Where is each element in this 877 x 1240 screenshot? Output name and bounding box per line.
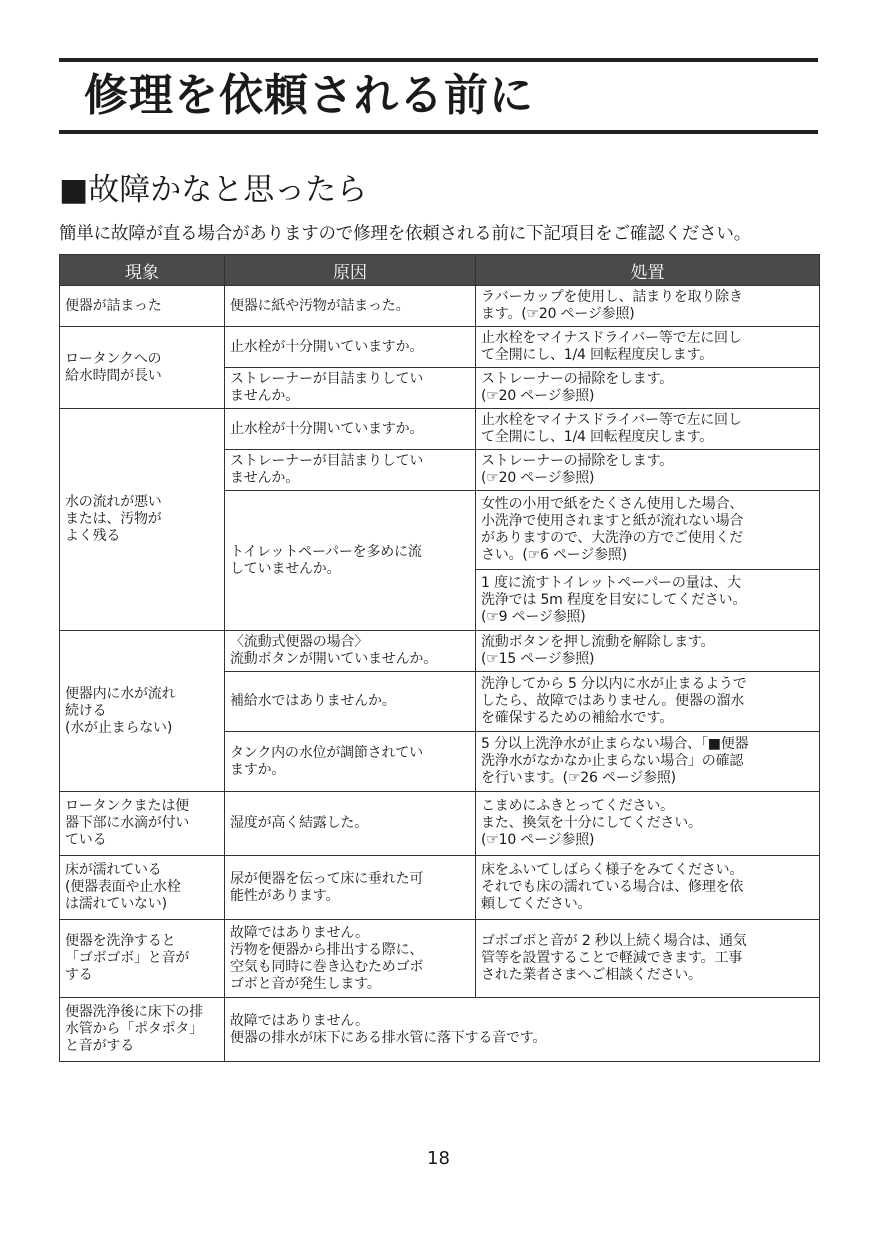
header-symptom: 現象 (60, 255, 225, 286)
cause-cell: 補給水ではありませんか。 (225, 672, 476, 732)
remedy-cell: 流動ボタンを押し流動を解除します。 (☞15 ページ参照) (476, 631, 820, 672)
cause-cell: ストレーナーが目詰まりしてい ませんか。 (225, 450, 476, 491)
cause-cell: タンク内の水位が調節されてい ますか。 (225, 732, 476, 792)
remedy-cell: 止水栓をマイナスドライバー等で左に回し て全開にし、1/4 回転程度戻します。 (476, 327, 820, 368)
remedy-cell: 洗浄してから 5 分以内に水が止まるようで したら、故障ではありません。便器の溜水 を確保するための補給水です。 (476, 672, 820, 732)
remedy-cell: こまめにふきとってください。 また、換気を十分にしてください。 (☞10 ページ参照) (476, 792, 820, 856)
symptom-cell: 床が濡れている (便器表面や止水栓 は濡れていない) (60, 856, 225, 920)
cause-cell: 〈流動式便器の場合〉 流動ボタンが開いていませんか。 (225, 631, 476, 672)
remedy-cell: ストレーナーの掃除をします。 (☞20 ページ参照) (476, 450, 820, 491)
cause-cell: 止水栓が十分開いていますか。 (225, 409, 476, 450)
table-row (60, 920, 820, 998)
symptom-cell: ロータンクまたは便 器下部に水滴が付い ている (60, 792, 225, 856)
symptom-cell: 便器洗浄後に床下の排 水管から「ポタポタ」 と音がする (60, 998, 225, 1062)
title-rule-top (59, 58, 818, 62)
title-rule-bottom (59, 130, 818, 134)
page-title: 修理を依頼される前に (84, 70, 534, 121)
cause-cell: ストレーナーが目詰まりしてい ませんか。 (225, 368, 476, 409)
symptom-cell: 便器を洗浄すると 「ゴボゴボ」と音が する (60, 920, 225, 998)
troubleshooting-table (59, 254, 820, 1062)
page-number: 18 (427, 1148, 450, 1169)
merged-cause-remedy-cell: 故障ではありません。 便器の排水が床下にある排水管に落下する音です。 (225, 998, 820, 1062)
remedy-cell: 5 分以上洗浄水が止まらない場合、「■便器 洗浄水がなかなか止まらない場合」の確認 を行います。(☞26 ページ参照) (476, 732, 820, 792)
table-row (60, 856, 820, 920)
table-row (60, 327, 820, 368)
table-row (60, 286, 820, 327)
cause-cell: トイレットペーパーを多めに流 していませんか。 (225, 491, 476, 631)
symptom-cell: 水の流れが悪い または、汚物が よく残る (60, 409, 225, 631)
header-cause: 原因 (225, 255, 476, 286)
remedy-cell: 女性の小用で紙をたくさん使用した場合、 小洗浄で使用されますと紙が流れない場合 がありますので、大洗浄の方でご使用くだ さい。(☞6 ページ参照) (476, 491, 820, 570)
table-row (60, 998, 820, 1062)
remedy-cell: 1 度に流すトイレットペーパーの量は、大 洗浄では 5m 程度を目安にしてください。 (☞9 ページ参照) (476, 570, 820, 631)
table-row (60, 631, 820, 672)
remedy-cell: ラバーカップを使用し、詰まりを取り除き ます。(☞20 ページ参照) (476, 286, 820, 327)
remedy-cell: ストレーナーの掃除をします。 (☞20 ページ参照) (476, 368, 820, 409)
remedy-cell: 止水栓をマイナスドライバー等で左に回し て全開にし、1/4 回転程度戻します。 (476, 409, 820, 450)
table-row (60, 792, 820, 856)
table-header-row (60, 255, 820, 286)
cause-cell: 故障ではありません。 汚物を便器から排出する際に、 空気も同時に巻き込むためゴボ ゴボと音が発生します。 (225, 920, 476, 998)
cause-cell: 尿が便器を伝って床に垂れた可 能性があります。 (225, 856, 476, 920)
remedy-cell: ゴボゴボと音が 2 秒以上続く場合は、通気 管等を設置することで軽減できます。工事 された業者さまへご相談ください。 (476, 920, 820, 998)
symptom-cell: 便器内に水が流れ 続ける (水が止まらない) (60, 631, 225, 792)
table-row (60, 409, 820, 450)
cause-cell: 湿度が高く結露した。 (225, 792, 476, 856)
section-heading: ■故障かなと思ったら (59, 172, 368, 208)
cause-cell: 便器に紙や汚物が詰まった。 (225, 286, 476, 327)
cause-cell: 止水栓が十分開いていますか。 (225, 327, 476, 368)
symptom-cell: ロータンクへの 給水時間が長い (60, 327, 225, 409)
header-remedy: 処置 (476, 255, 820, 286)
symptom-cell: 便器が詰まった (60, 286, 225, 327)
remedy-cell: 床をふいてしばらく様子をみてください。 それでも床の濡れている場合は、修理を依 頼してください。 (476, 856, 820, 920)
intro-text: 簡単に故障が直る場合がありますので修理を依頼される前に下記項目をご確認ください。 (59, 224, 751, 244)
